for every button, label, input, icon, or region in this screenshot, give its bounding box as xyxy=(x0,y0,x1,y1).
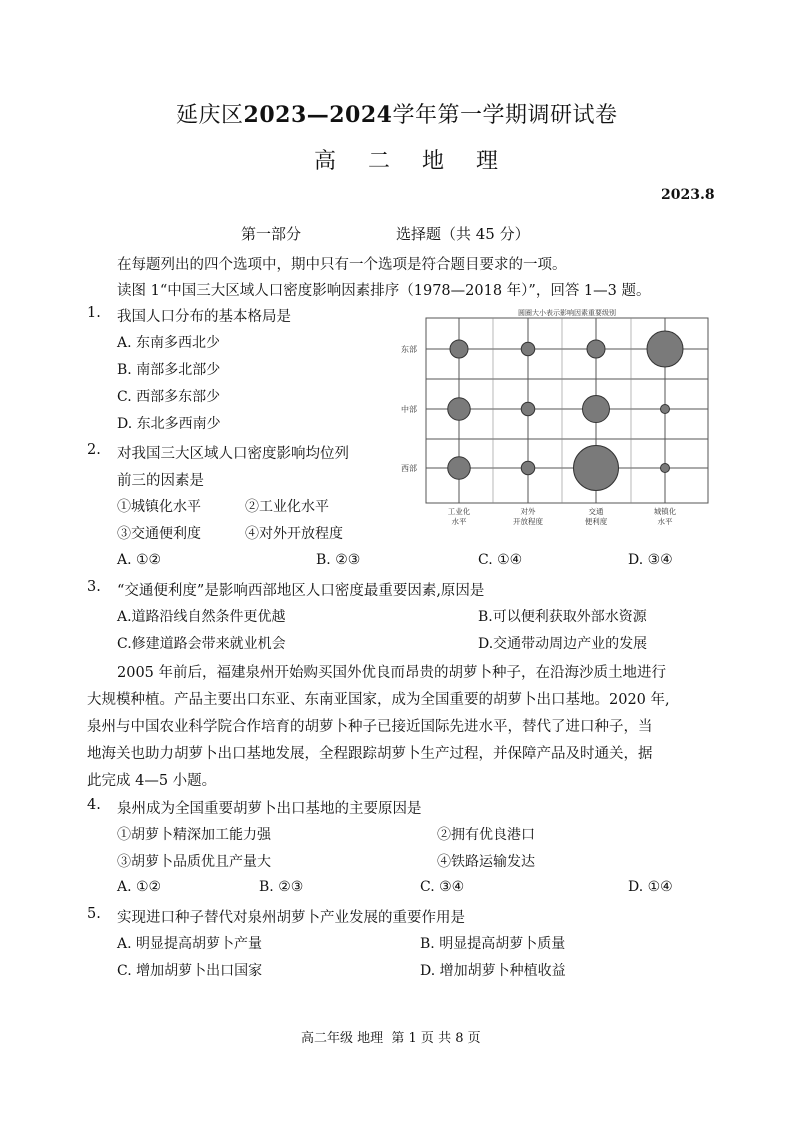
q5-number: 5. xyxy=(87,906,101,922)
bubble-2-3 xyxy=(661,464,670,473)
title-prefix: 延庆区 xyxy=(176,103,244,128)
instruction: 在每题列出的四个选项中，期中只有一个选项是符合题目要求的一项。 xyxy=(117,257,567,273)
figure-1-bubble-chart xyxy=(396,305,716,530)
column-label: 对外 xyxy=(520,507,536,516)
q3-option-c[interactable]: C.修建道路会带来就业机会 xyxy=(117,636,286,652)
bubble-1-0 xyxy=(448,398,471,421)
q4-option-b[interactable]: B. ②③ xyxy=(259,879,304,895)
q2-number: 2. xyxy=(87,442,101,458)
q2-item-2: ②工业化水平 xyxy=(245,499,329,515)
bubble-2-1 xyxy=(521,461,535,475)
q4-item-4: ④铁路运输发达 xyxy=(437,854,535,870)
q1-number: 1. xyxy=(87,305,101,321)
exam-title xyxy=(176,98,618,129)
q1-stem: 我国人口分布的基本格局是 xyxy=(117,309,291,325)
q5-option-d[interactable]: D. 增加胡萝卜种植收益 xyxy=(420,963,566,979)
column-label: 便利度 xyxy=(584,517,608,526)
q5-stem: 实现进口种子替代对泉州胡萝卜产业发展的重要作用是 xyxy=(117,910,465,926)
q1-option-d[interactable]: D. 东北多西南少 xyxy=(117,416,221,432)
title-suffix: 学年第一学期调研试卷 xyxy=(392,103,618,128)
bubble-0-3 xyxy=(647,331,683,367)
column-label: 开放程度 xyxy=(513,517,543,526)
row-label: 东部 xyxy=(401,345,417,354)
q4-option-d[interactable]: D. ①④ xyxy=(628,879,673,895)
q4-item-3: ③胡萝卜品质优且产量大 xyxy=(117,854,271,870)
q3-option-b[interactable]: B.可以便利获取外部水资源 xyxy=(478,609,647,625)
row-label: 中部 xyxy=(401,405,417,414)
q4-item-1: ①胡萝卜精深加工能力强 xyxy=(117,827,271,843)
q5-option-a[interactable]: A. 明显提高胡萝卜产量 xyxy=(117,936,263,952)
bubble-1-3 xyxy=(661,405,670,414)
bubble-2-2 xyxy=(574,446,619,491)
q2-option-d[interactable]: D. ③④ xyxy=(628,552,673,568)
passage-line-5: 此完成 4—5 小题。 xyxy=(87,773,217,789)
column-label: 交通 xyxy=(588,507,604,516)
q1-option-c[interactable]: C. 西部多东部少 xyxy=(117,389,221,405)
bubble-1-2 xyxy=(583,396,610,423)
q2-option-c[interactable]: C. ①④ xyxy=(478,552,523,568)
q3-number: 3. xyxy=(87,579,101,595)
q5-option-b[interactable]: B. 明显提高胡萝卜质量 xyxy=(420,936,566,952)
column-label: 城镇化 xyxy=(653,507,677,516)
figure-intro: 读图 1“中国三大区域人口密度影响因素排序（1978—2018 年）”，回答 1—3 题。 xyxy=(117,283,651,299)
q1-option-b[interactable]: B. 南部多北部少 xyxy=(117,362,221,378)
q2-stem-line2: 前三的因素是 xyxy=(117,473,204,489)
q1-option-a[interactable]: A. 东南多西北少 xyxy=(117,335,221,351)
chart-title: 圆圈大小表示影响因素重要级别 xyxy=(518,309,616,317)
passage-line-3: 泉州与中国农业科学院合作培育的胡萝卜种子已接近国际先进水平，替代了进口种子，当 xyxy=(87,719,653,735)
title-years: 2023—2024 xyxy=(243,102,393,128)
q3-stem: “交通便利度”是影响西部地区人口密度最重要因素,原因是 xyxy=(117,583,485,599)
part-heading-right: 选择题（共 45 分） xyxy=(396,225,530,243)
bubble-0-2 xyxy=(587,340,605,358)
q4-item-2: ②拥有优良港口 xyxy=(437,827,535,843)
bubble-0-0 xyxy=(450,340,468,358)
q4-stem: 泉州成为全国重要胡萝卜出口基地的主要原因是 xyxy=(117,801,422,817)
q2-item-1: ①城镇化水平 xyxy=(117,499,201,515)
chart-row-labels xyxy=(401,344,417,473)
bubble-0-1 xyxy=(521,342,535,356)
column-label: 水平 xyxy=(451,517,467,526)
chart-col-labels xyxy=(448,506,677,526)
q2-item-4: ④对外开放程度 xyxy=(245,526,343,542)
bubble-2-0 xyxy=(448,457,471,480)
part-heading-left: 第一部分 xyxy=(241,225,302,243)
passage-line-4: 地海关也助力胡萝卜出口基地发展，全程跟踪胡萝卜生产过程，并保障产品及时通关，据 xyxy=(87,746,653,762)
passage-line-1: 2005 年前后，福建泉州开始购买国外优良而昂贵的胡萝卜种子，在沿海沙质土地进行 xyxy=(117,665,667,681)
q4-option-a[interactable]: A. ①② xyxy=(117,879,162,895)
bubble-1-1 xyxy=(521,402,535,416)
column-label: 工业化 xyxy=(447,507,471,516)
q2-item-3: ③交通便利度 xyxy=(117,526,201,542)
q2-stem-line1: 对我国三大区域人口密度影响均位列 xyxy=(117,446,349,462)
passage-line-2: 大规模种植。产品主要出口东亚、东南亚国家，成为全国重要的胡萝卜出口基地。2020 年, xyxy=(87,692,670,708)
column-label: 水平 xyxy=(657,517,673,526)
q3-option-d[interactable]: D.交通带动周边产业的发展 xyxy=(478,636,648,652)
q4-option-c[interactable]: C. ③④ xyxy=(420,879,465,895)
subject-title: 高 二 地 理 xyxy=(314,149,504,174)
q2-option-a[interactable]: A. ①② xyxy=(117,552,162,568)
row-label: 西部 xyxy=(401,464,417,473)
q3-option-a[interactable]: A.道路沿线自然条件更优越 xyxy=(117,609,286,625)
q2-option-b[interactable]: B. ②③ xyxy=(316,552,361,568)
exam-date: 2023.8 xyxy=(661,187,715,203)
q4-number: 4. xyxy=(87,797,101,813)
page-footer: 高二年级 地理 第 1 页 共 8 页 xyxy=(301,1031,481,1046)
q5-option-c[interactable]: C. 增加胡萝卜出口国家 xyxy=(117,963,263,979)
